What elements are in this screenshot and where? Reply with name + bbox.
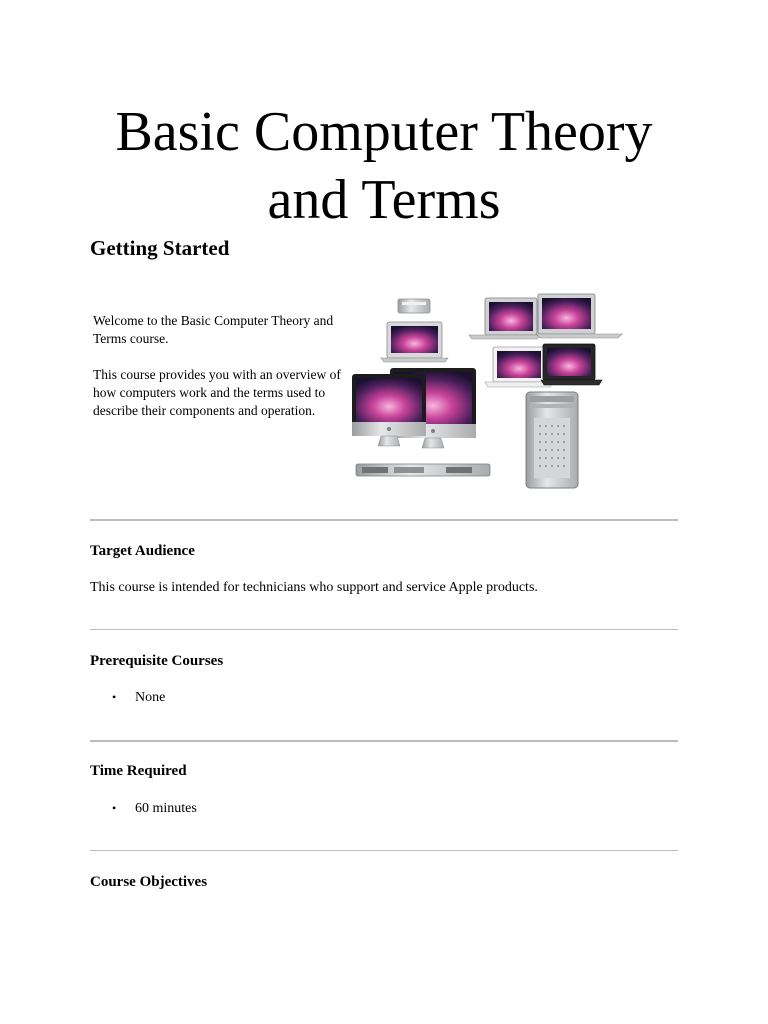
title-line-1: Basic Computer Theory [115,101,653,163]
time-required-heading: Time Required [90,763,187,779]
document-title [0,98,768,234]
bullet-icon: • [112,690,117,704]
intro-welcome: Welcome to the Basic Computer Theory and Terms course. [93,313,334,346]
target-audience-heading: Target Audience [90,543,195,559]
mac-pro-icon [526,392,578,488]
target-audience-text: This course is intended for technicians who support and service Apple products. [90,580,538,595]
xserve-icon [356,464,490,476]
section-divider [90,850,678,851]
prerequisite-item: None [135,690,166,705]
bullet-icon: • [112,801,117,815]
mac-mini-icon [398,299,430,313]
intro-text [93,312,345,438]
macbook-icon [381,322,448,362]
section-divider [90,740,678,742]
apple-devices-illustration [350,292,626,496]
section-divider [90,629,678,630]
getting-started-heading: Getting Started [90,236,230,260]
macbook-black-icon [541,344,602,385]
intro-overview: This course provides you with an overview of how computers work and the terms used to describe their components and operation. [93,367,341,418]
time-required-item: 60 minutes [135,801,197,816]
list-item [112,690,165,706]
course-objectives-heading: Course Objectives [90,874,208,890]
title-line-2: and Terms [267,169,501,231]
prerequisite-courses-heading: Prerequisite Courses [90,653,224,669]
macbook-pro-icon [469,298,540,339]
section-divider [90,519,678,521]
list-item [112,801,197,817]
imac-icon [352,374,426,446]
macbook-pro-large-icon [536,294,622,338]
